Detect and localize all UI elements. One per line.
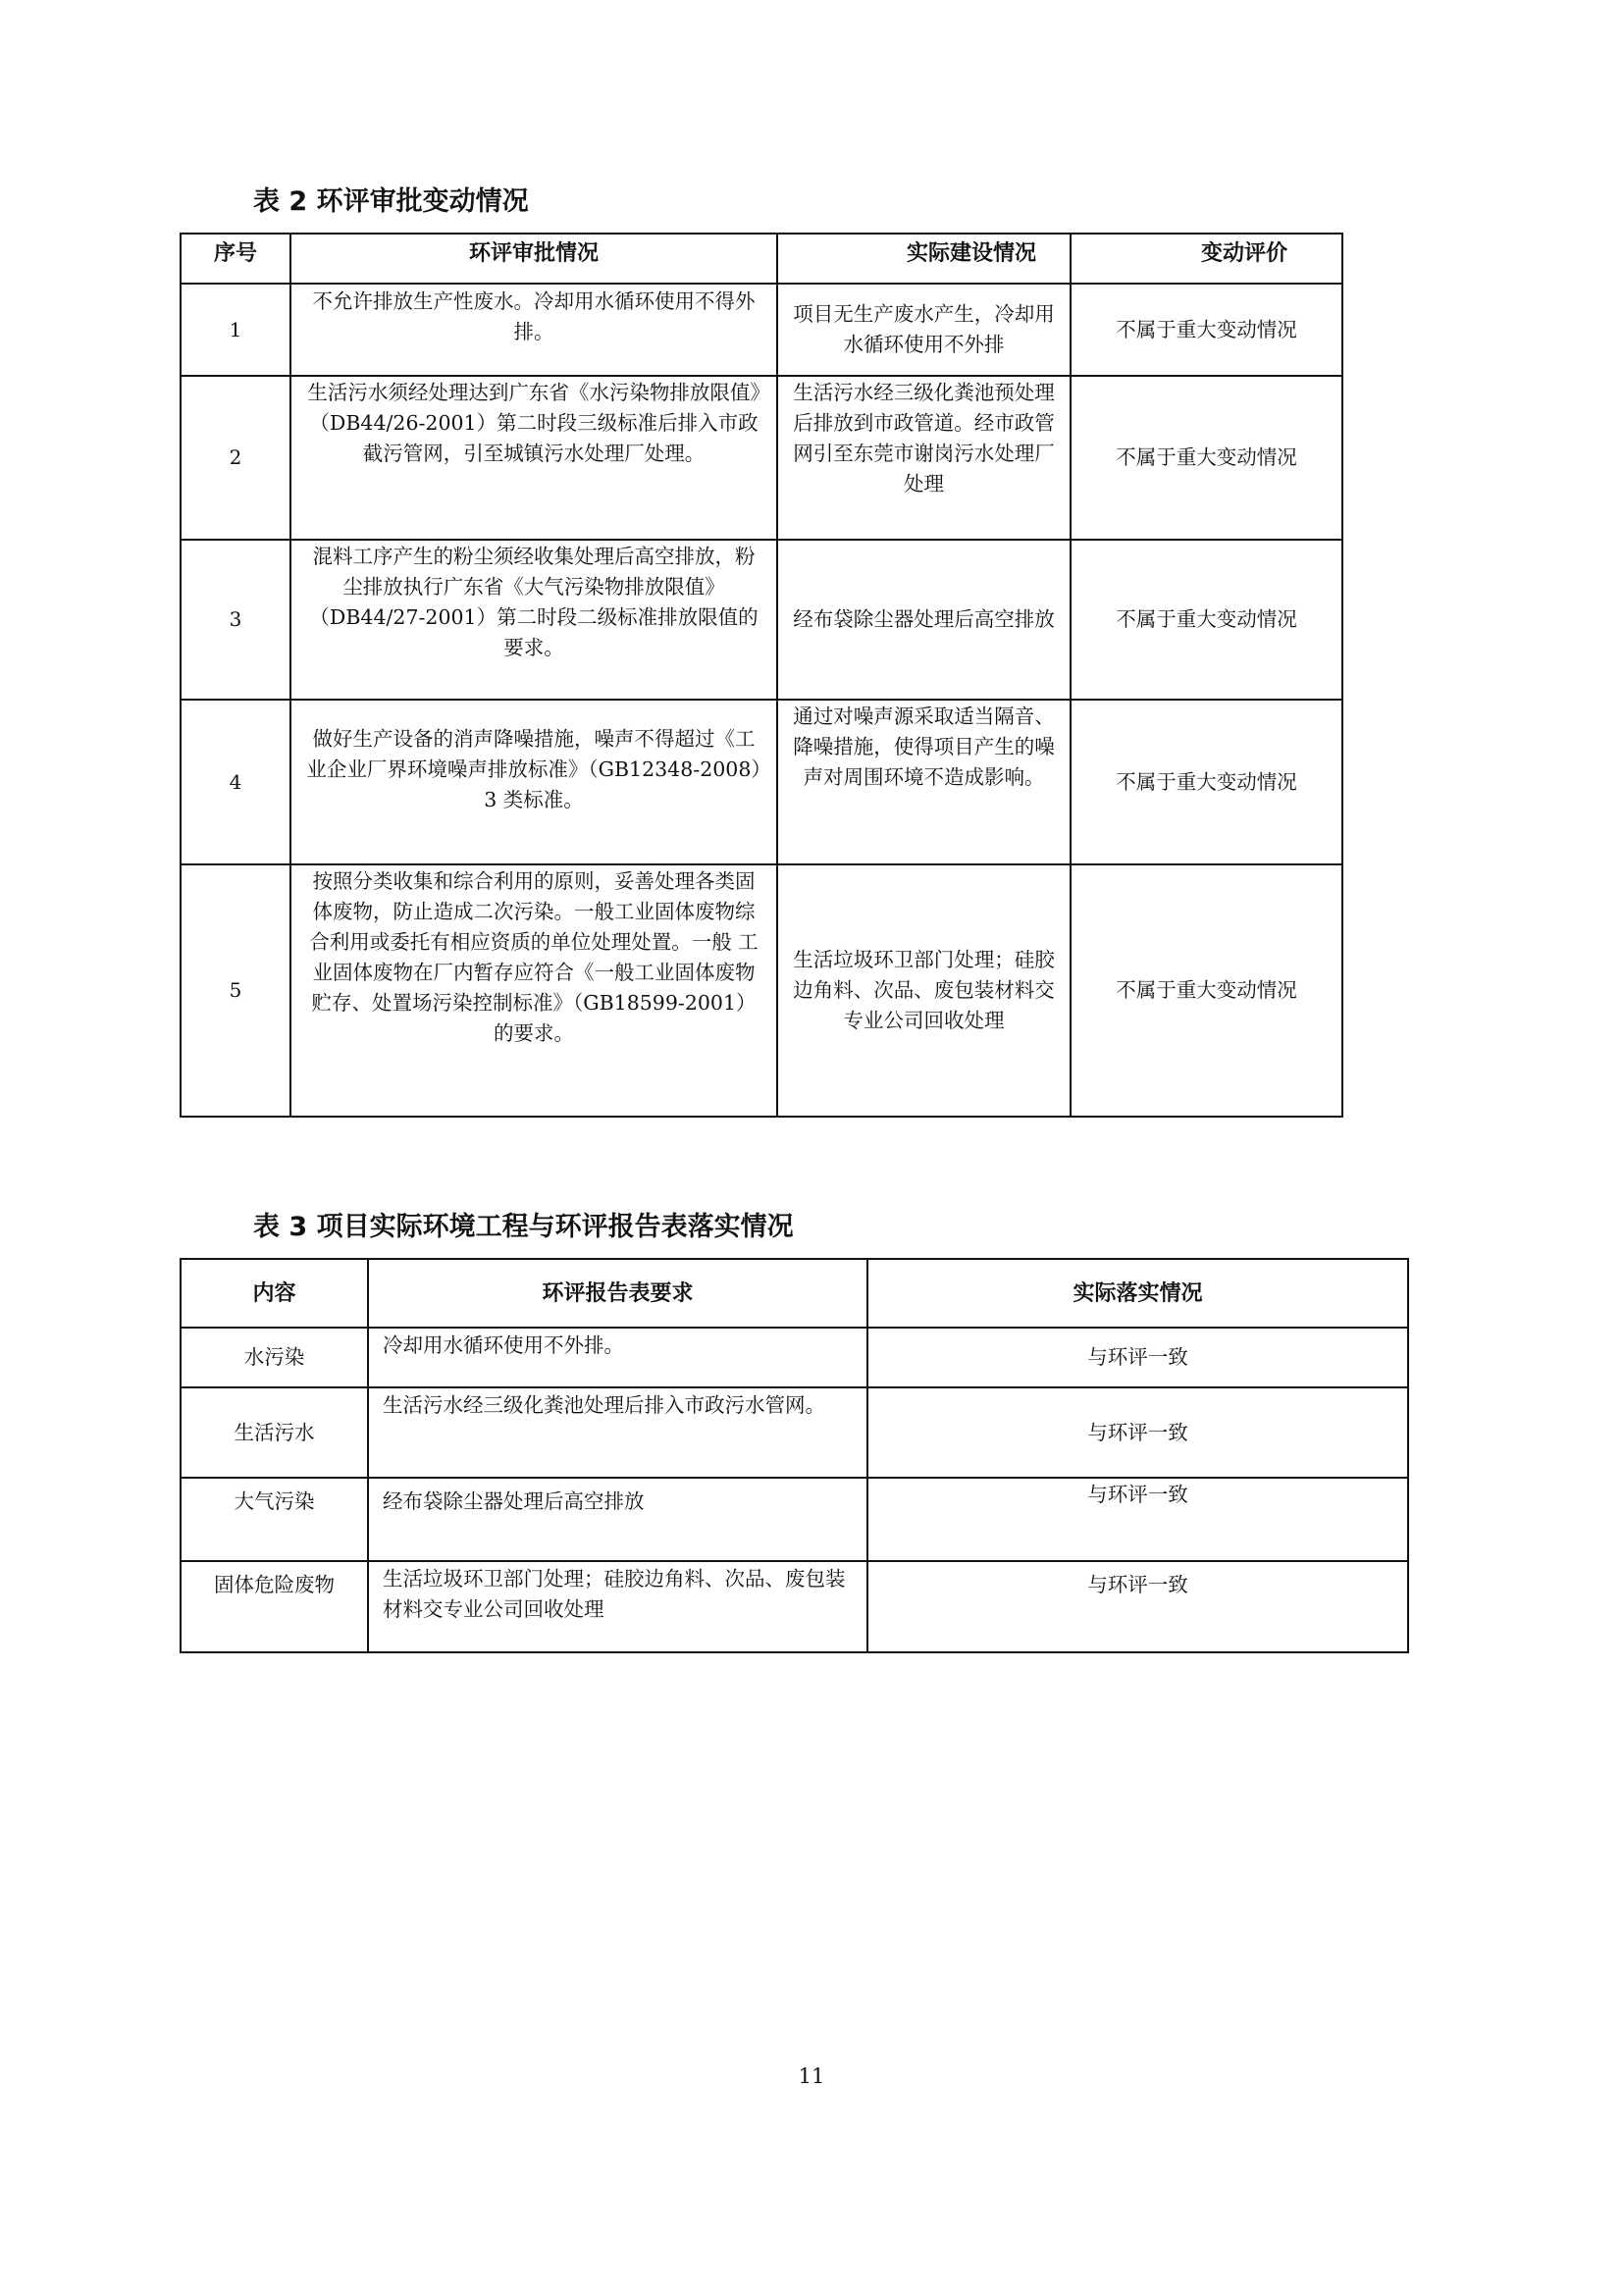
table-row [181, 700, 1342, 864]
cell-evaluation: 不属于重大变动情况 [1071, 540, 1342, 700]
cell-category: 水污染 [181, 1328, 368, 1387]
cell-requirement: 经布袋除尘器处理后高空排放 [368, 1478, 867, 1561]
table2-caption: 表 2 环评审批变动情况 [253, 186, 529, 217]
implementation-table [180, 1258, 1409, 1653]
cell-requirement: 生活污水经三级化粪池处理后排入市政污水管网。 [368, 1387, 867, 1478]
cell-no: 2 [181, 376, 290, 540]
cell-category: 生活污水 [181, 1387, 368, 1478]
cell-no: 4 [181, 700, 290, 864]
table-row [181, 540, 1342, 700]
table-row [181, 376, 1342, 540]
header-no: 序号 [181, 234, 290, 284]
cell-requirement: 冷却用水循环使用不外排。 [368, 1328, 867, 1387]
table-row [181, 284, 1342, 376]
cell-approval: 按照分类收集和综合利用的原则，妥善处理各类固体废物，防止造成二次污染。一般工业固体废物综合利用或委托有相应资质的单位处理处置。一般 工业固体废物在厂内暂存应符合《一般工业固体废物贮存、处置场污染控制标准》（GB18599-2001）的要求。 [290, 864, 777, 1117]
header-actual: 实际建设情况 [777, 234, 1071, 284]
page-number: 11 [798, 2064, 825, 2088]
cell-result: 与环评一致 [867, 1387, 1408, 1478]
table-row [181, 1328, 1408, 1387]
cell-evaluation: 不属于重大变动情况 [1071, 864, 1342, 1117]
table-header-row [181, 1259, 1408, 1328]
table-row [181, 1561, 1408, 1652]
header-approval: 环评审批情况 [290, 234, 777, 284]
table-row [181, 864, 1342, 1117]
header-requirement: 环评报告表要求 [368, 1259, 867, 1328]
cell-evaluation: 不属于重大变动情况 [1071, 284, 1342, 376]
cell-approval: 混料工序产生的粉尘须经收集处理后高空排放，粉尘排放执行广东省《大气污染物排放限值》（DB44/27-2001）第二时段二级标准排放限值的要求。 [290, 540, 777, 700]
table-header-row [181, 234, 1342, 284]
header-result: 实际落实情况 [867, 1259, 1408, 1328]
cell-actual: 经布袋除尘器处理后高空排放 [777, 540, 1071, 700]
cell-result: 与环评一致 [867, 1328, 1408, 1387]
table-row [181, 1387, 1408, 1478]
cell-requirement: 生活垃圾环卫部门处理；硅胶边角料、次品、废包装材料交专业公司回收处理 [368, 1561, 867, 1652]
cell-evaluation: 不属于重大变动情况 [1071, 700, 1342, 864]
cell-actual: 项目无生产废水产生，冷却用水循环使用不外排 [777, 284, 1071, 376]
cell-no: 1 [181, 284, 290, 376]
header-evaluation: 变动评价 [1071, 234, 1342, 284]
cell-result: 与环评一致 [867, 1478, 1408, 1561]
cell-category: 固体危险废物 [181, 1561, 368, 1652]
table3-caption: 表 3 项目实际环境工程与环评报告表落实情况 [253, 1212, 794, 1242]
header-category: 内容 [181, 1259, 368, 1328]
cell-approval: 不允许排放生产性废水。冷却用水循环使用不得外排。 [290, 284, 777, 376]
cell-actual: 生活垃圾环卫部门处理；硅胶边角料、次品、废包装材料交专业公司回收处理 [777, 864, 1071, 1117]
cell-category: 大气污染 [181, 1478, 368, 1561]
approval-changes-table [180, 233, 1343, 1118]
table-row [181, 1478, 1408, 1561]
cell-approval: 做好生产设备的消声降噪措施，噪声不得超过《工业企业厂界环境噪声排放标准》（GB12348-2008）3 类标准。 [290, 700, 777, 864]
cell-evaluation: 不属于重大变动情况 [1071, 376, 1342, 540]
cell-approval: 生活污水须经处理达到广东省《水污染物排放限值》（DB44/26-2001）第二时段三级标准后排入市政截污管网，引至城镇污水处理厂处理。 [290, 376, 777, 540]
cell-actual: 通过对噪声源采取适当隔音、降噪措施，使得项目产生的噪声对周围环境不造成影响。 [777, 700, 1071, 864]
cell-actual: 生活污水经三级化粪池预处理后排放到市政管道。经市政管网引至东莞市谢岗污水处理厂处理 [777, 376, 1071, 540]
cell-result: 与环评一致 [867, 1561, 1408, 1652]
cell-no: 3 [181, 540, 290, 700]
cell-no: 5 [181, 864, 290, 1117]
